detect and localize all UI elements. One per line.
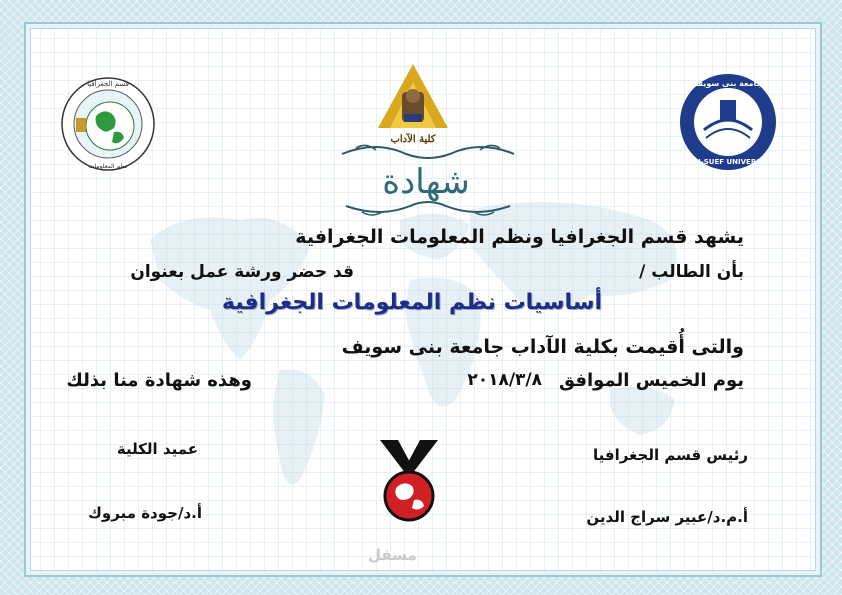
venue-line: والتى أُقيمت بكلية الآداب جامعة بنى سويف — [341, 336, 744, 358]
department-head-title: رئيس قسم الجغرافيا — [593, 446, 748, 464]
attended-workshop-label: قد حضر ورشة عمل بعنوان — [130, 262, 354, 282]
certifying-department-line: يشهد قسم الجغرافيا ونظم المعلومات الجغرافية — [295, 226, 744, 248]
closing-statement: وهذه شهادة منا بذلك — [66, 370, 252, 391]
svg-text:جامعة بنى سويف: جامعة بنى سويف — [693, 79, 763, 88]
svg-text:BENI-SUEF UNIVERSITY: BENI-SUEF UNIVERSITY — [682, 158, 774, 166]
department-head-name: أ.م.د/عبير سراج الدين — [586, 508, 748, 526]
svg-text:قسم الجغرافيا: قسم الجغرافيا — [87, 80, 129, 88]
student-label: بأن الطالب / — [639, 262, 744, 282]
globe-medal-icon — [376, 440, 442, 524]
svg-text:نظم المعلومات: نظم المعلومات — [88, 163, 128, 170]
geography-department-logo — [58, 74, 158, 174]
certificate-title: شهادة — [382, 162, 470, 202]
dean-name: أ.د/جودة مبروك — [88, 504, 202, 522]
beni-suef-university-logo — [676, 70, 780, 174]
workshop-title: أساسيات نظم المعلومات الجغرافية — [221, 290, 602, 315]
dean-title: عميد الكلية — [116, 440, 198, 458]
watermark: مسقل — [368, 546, 417, 564]
day-label: يوم الخميس الموافق — [559, 370, 744, 391]
event-date: ٢٠١٨/٣/٨ — [467, 370, 542, 390]
faculty-caption: كلية الآداب — [390, 134, 436, 145]
